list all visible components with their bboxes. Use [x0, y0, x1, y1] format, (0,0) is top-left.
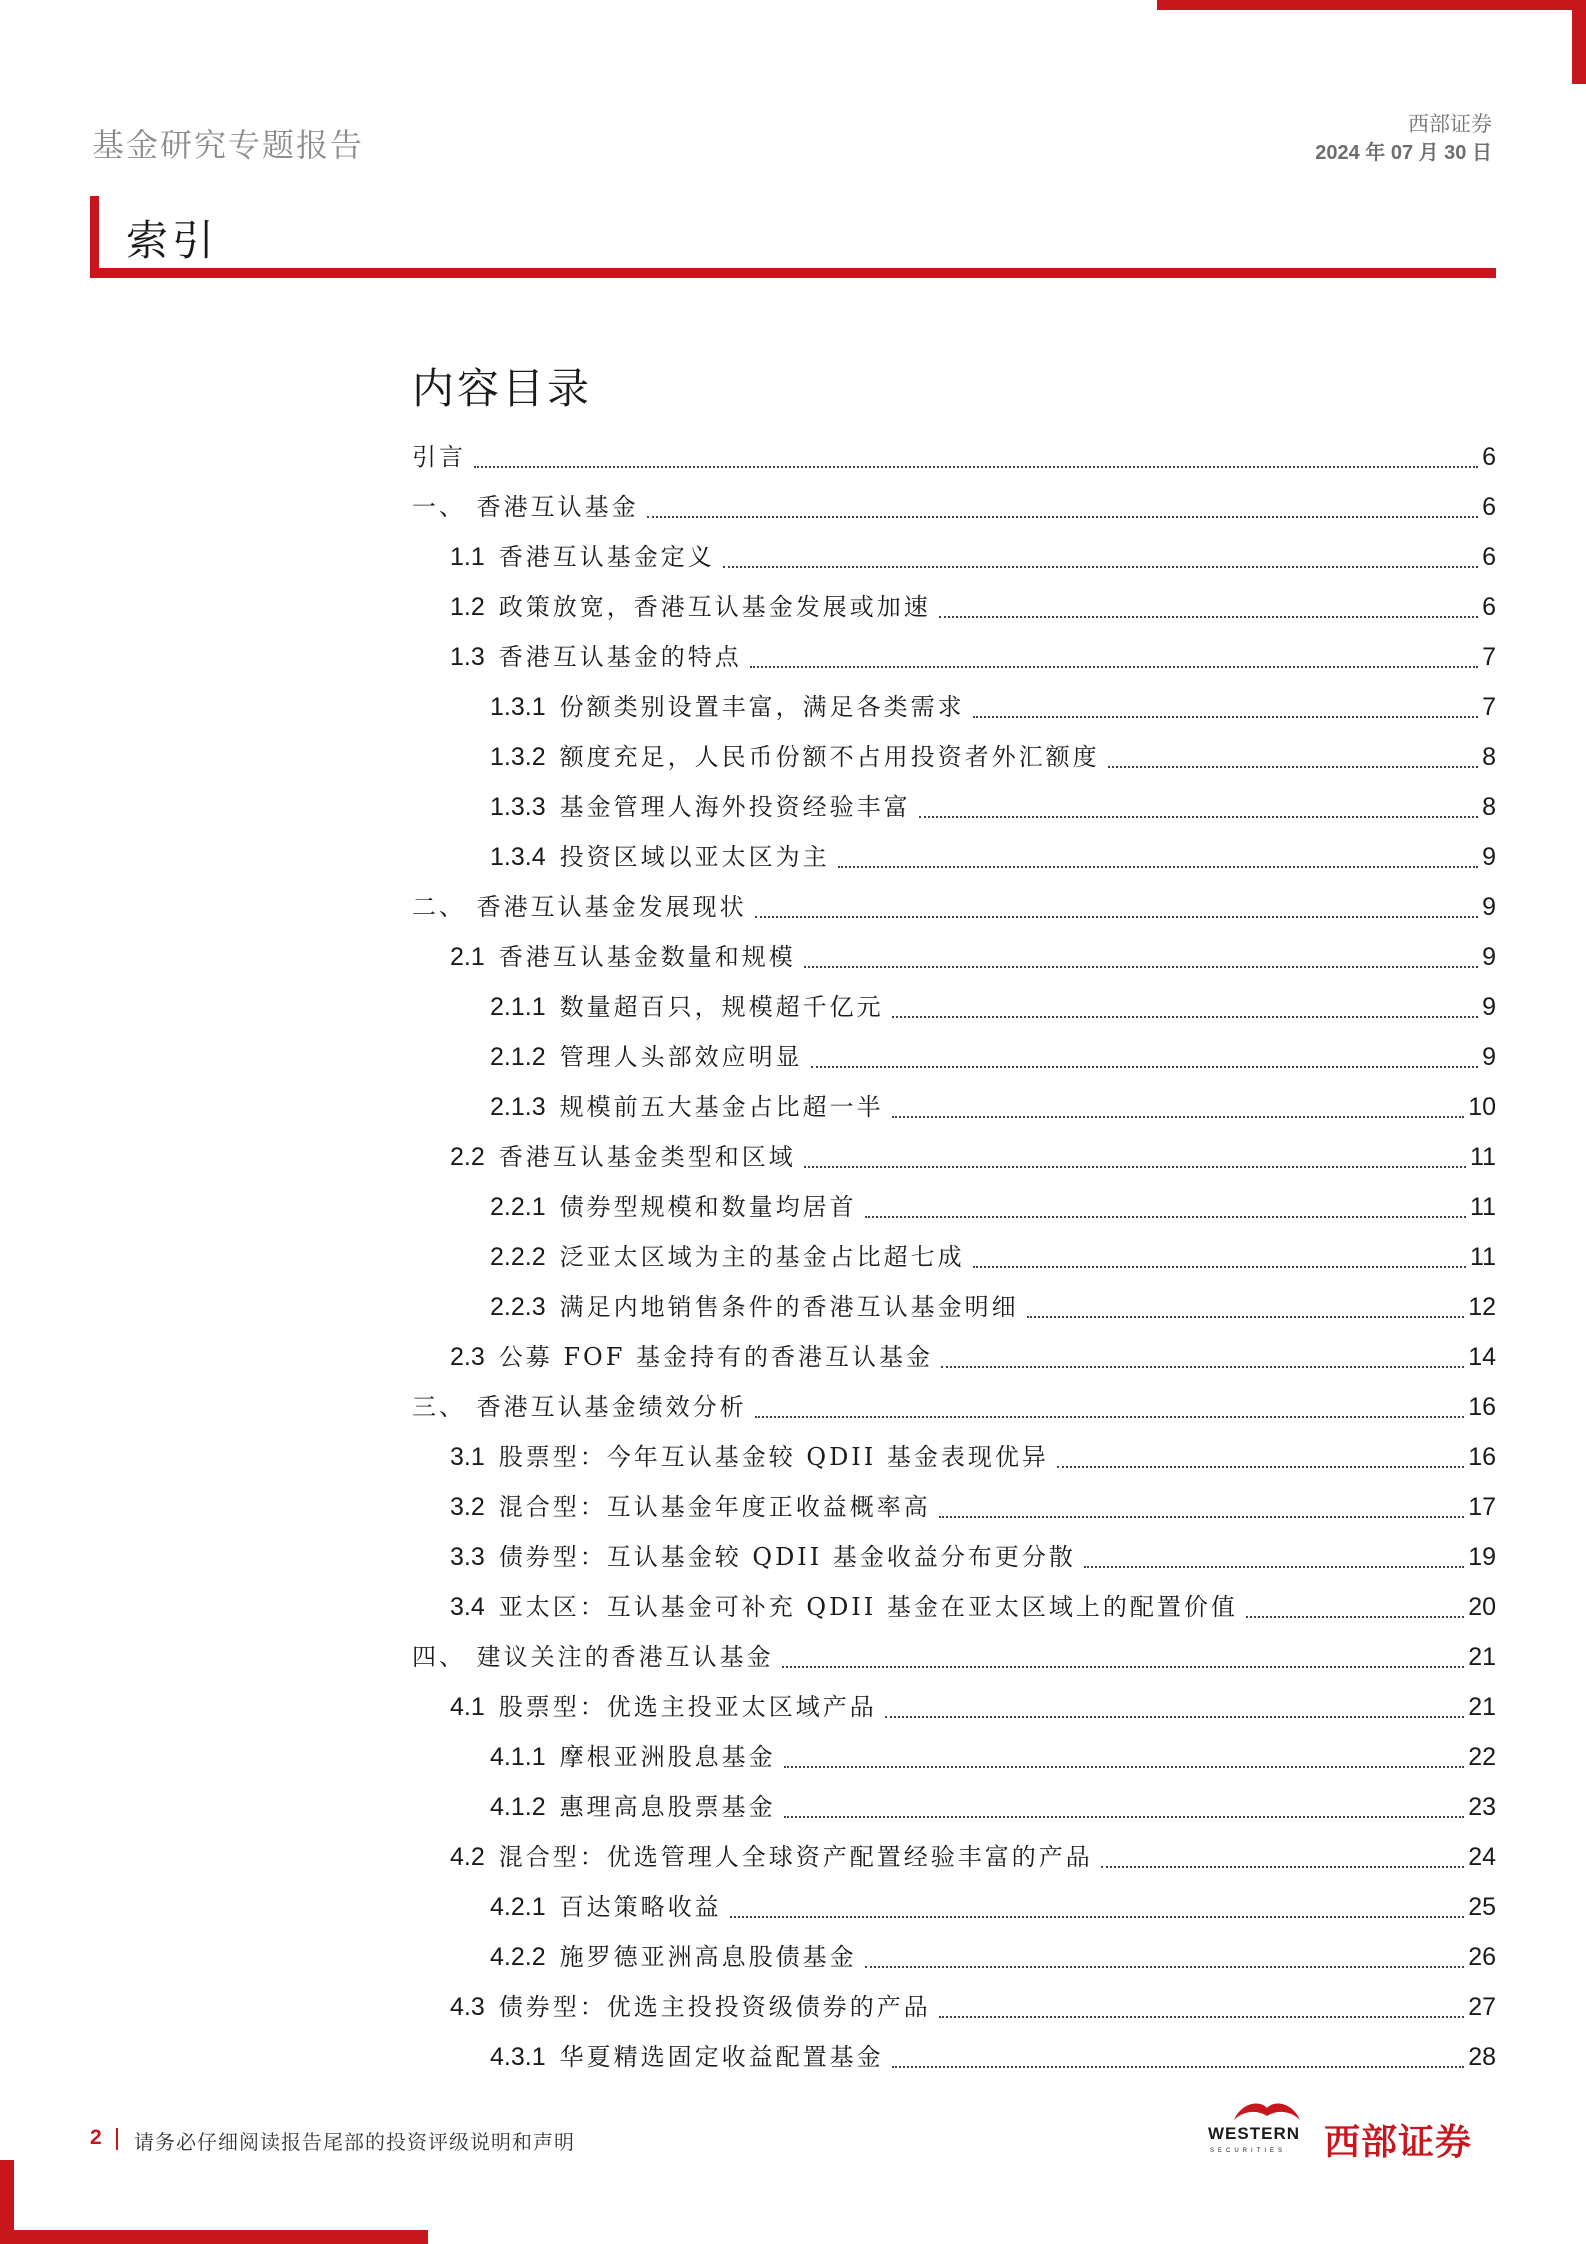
- toc-entry[interactable]: [412, 1032, 1496, 1082]
- toc-entry-title: 债券型：优选主投投资级债券的产品: [498, 1993, 931, 2021]
- toc-entry-number: 1.3.1: [490, 693, 546, 721]
- toc-dot-leader: [755, 915, 1478, 918]
- toc-entry[interactable]: [412, 932, 1496, 982]
- toc-entry[interactable]: [412, 982, 1496, 1032]
- toc-dot-leader: [892, 1115, 1465, 1118]
- toc-entry-page: 21: [1468, 1643, 1496, 1671]
- toc-entry-number: 4.2.2: [490, 1943, 546, 1971]
- toc-entry-number: 4.3: [450, 1993, 485, 2021]
- toc-entry-title: 规模前五大基金占比超一半: [559, 1093, 884, 1121]
- toc-entry[interactable]: [412, 832, 1496, 882]
- toc-dot-leader: [1101, 1865, 1464, 1868]
- toc-dot-leader: [838, 865, 1478, 868]
- toc-dot-leader: [885, 1715, 1464, 1718]
- toc-entry-page: 7: [1482, 693, 1496, 721]
- toc-entry[interactable]: [412, 1382, 1496, 1432]
- toc-entry-number: 3.4: [450, 1593, 485, 1621]
- toc-entry[interactable]: [412, 732, 1496, 782]
- toc-dot-leader: [865, 1215, 1466, 1218]
- footer-separator: [116, 2128, 118, 2150]
- toc-dot-leader: [939, 615, 1478, 618]
- toc-entry-title: 份额类别设置丰富，满足各类需求: [559, 693, 965, 721]
- toc-entry[interactable]: [412, 1482, 1496, 1532]
- toc-entry-number: 4.3.1: [490, 2043, 546, 2071]
- toc-entry-title: 数量超百只，规模超千亿元: [559, 993, 884, 1021]
- toc-entry[interactable]: [412, 1932, 1496, 1982]
- toc-entry[interactable]: [412, 1532, 1496, 1582]
- toc-entry-page: 9: [1482, 993, 1496, 1021]
- toc-entry-title: 华夏精选固定收益配置基金: [559, 2043, 884, 2071]
- toc-dot-leader: [939, 1515, 1464, 1518]
- toc-entry-title: 基金管理人海外投资经验丰富: [559, 793, 911, 821]
- toc-entry[interactable]: [412, 882, 1496, 932]
- toc-entry-title: 满足内地销售条件的香港互认基金明细: [559, 1293, 1019, 1321]
- toc-heading: 内容目录: [412, 364, 593, 413]
- toc-entry-page: 19: [1468, 1543, 1496, 1571]
- toc-entry-page: 8: [1482, 743, 1496, 771]
- toc-entry-number: 4.1: [450, 1693, 485, 1721]
- toc-entry-page: 6: [1482, 593, 1496, 621]
- toc-entry-number: 3.2: [450, 1493, 485, 1521]
- toc-dot-leader: [892, 2065, 1465, 2068]
- toc-entry-number: 4.2.1: [490, 1893, 546, 1921]
- toc-entry-number: 1.3.2: [490, 743, 546, 771]
- toc-entry-number: 2.1.2: [490, 1043, 546, 1071]
- toc-entry[interactable]: [412, 2032, 1496, 2082]
- toc-entry-page: 9: [1482, 843, 1496, 871]
- toc-entry-title: 四、 建议关注的香港互认基金: [412, 1643, 774, 1671]
- toc-entry[interactable]: [412, 532, 1496, 582]
- toc-entry-number: 2.2.1: [490, 1193, 546, 1221]
- toc-dot-leader: [784, 1815, 1465, 1818]
- toc-entry-page: 7: [1482, 643, 1496, 671]
- toc-dot-leader: [865, 1965, 1465, 1968]
- toc-entry-number: 1.1: [450, 543, 485, 571]
- logo-text-cn: 西部证券: [1324, 2122, 1473, 2163]
- toc-entry-number: 4.1.2: [490, 1793, 546, 1821]
- toc-entry-page: 28: [1468, 2043, 1496, 2071]
- toc-dot-leader: [782, 1665, 1465, 1668]
- toc-entry-page: 22: [1468, 1743, 1496, 1771]
- toc-entry[interactable]: [412, 1232, 1496, 1282]
- toc-entry[interactable]: [412, 1632, 1496, 1682]
- toc-entry[interactable]: [412, 432, 1496, 482]
- company-logo: [1208, 2098, 1498, 2168]
- toc-entry-page: 14: [1468, 1343, 1496, 1371]
- toc-dot-leader: [1027, 1315, 1465, 1318]
- toc-dot-leader: [474, 465, 1478, 468]
- toc-dot-leader: [919, 815, 1478, 818]
- toc-entry-page: 6: [1482, 443, 1496, 471]
- toc-dot-leader: [1057, 1465, 1464, 1468]
- toc-entry-number: 2.1: [450, 943, 485, 971]
- toc-entry-page: 16: [1468, 1393, 1496, 1421]
- report-date: 2024 年 07 月 30 日: [1315, 142, 1492, 164]
- section-marker: [90, 196, 99, 278]
- toc-entry[interactable]: [412, 1182, 1496, 1232]
- toc-dot-leader: [723, 565, 1478, 568]
- toc-entry-title: 惠理高息股票基金: [559, 1793, 776, 1821]
- toc-entry[interactable]: [412, 1282, 1496, 1332]
- toc-entry-title: 股票型：今年互认基金较 QDII 基金表现优异: [498, 1443, 1049, 1471]
- toc-dot-leader: [1084, 1565, 1464, 1568]
- toc-dot-leader: [804, 965, 1478, 968]
- toc-dot-leader: [941, 1365, 1464, 1368]
- toc-dot-leader: [647, 515, 1478, 518]
- toc-entry-number: 2.2.2: [490, 1243, 546, 1271]
- section-rule: [90, 268, 1496, 278]
- corner-bracket-top-vertical: [1572, 0, 1586, 84]
- company-name: 西部证券: [1408, 112, 1492, 136]
- toc-entry[interactable]: [412, 632, 1496, 682]
- toc-dot-leader: [811, 1065, 1478, 1068]
- toc-entry[interactable]: [412, 1882, 1496, 1932]
- toc-dot-leader: [755, 1415, 1465, 1418]
- toc-entry-number: 3.1: [450, 1443, 485, 1471]
- toc-entry-page: 27: [1468, 1993, 1496, 2021]
- toc-entry-title: 泛亚太区域为主的基金占比超七成: [559, 1243, 965, 1271]
- toc-entry[interactable]: [412, 1682, 1496, 1732]
- toc-entry[interactable]: [412, 582, 1496, 632]
- toc-entry-title: 香港互认基金定义: [498, 543, 715, 571]
- toc-entry[interactable]: [412, 1132, 1496, 1182]
- toc-entry-page: 25: [1468, 1893, 1496, 1921]
- toc-entry-page: 9: [1482, 893, 1496, 921]
- toc-entry-title: 债券型：互认基金较 QDII 基金收益分布更分散: [498, 1543, 1076, 1571]
- toc-entry-number: 2.1.1: [490, 993, 546, 1021]
- toc-dot-leader: [892, 1015, 1478, 1018]
- toc-entry-title: 香港互认基金数量和规模: [498, 943, 796, 971]
- toc-entry-number: 4.1.1: [490, 1743, 546, 1771]
- toc-entry-title: 亚太区：互认基金可补充 QDII 基金在亚太区域上的配置价值: [498, 1593, 1238, 1621]
- toc-entry-number: 2.2: [450, 1143, 485, 1171]
- toc-entry[interactable]: [412, 1082, 1496, 1132]
- toc-entry-page: 10: [1468, 1093, 1496, 1121]
- corner-bracket-top: [1157, 0, 1586, 10]
- toc-dot-leader: [730, 1915, 1465, 1918]
- toc-entry-number: 2.2.3: [490, 1293, 546, 1321]
- toc-entry[interactable]: [412, 782, 1496, 832]
- footer-page-number: 2: [90, 2126, 102, 2149]
- toc-dot-leader: [1246, 1615, 1464, 1618]
- toc-entry[interactable]: [412, 1432, 1496, 1482]
- toc-entry-number: 2.1.3: [490, 1093, 546, 1121]
- toc-entry-title: 股票型：优选主投亚太区域产品: [498, 1693, 877, 1721]
- corner-bracket-bottom: [0, 2230, 428, 2244]
- toc-entry[interactable]: [412, 1782, 1496, 1832]
- toc-entry-title: 百达策略收益: [559, 1893, 722, 1921]
- toc-entry-page: 8: [1482, 793, 1496, 821]
- toc-entry-title: 债券型规模和数量均居首: [559, 1193, 857, 1221]
- toc-entry-title: 政策放宽，香港互认基金发展或加速: [498, 593, 931, 621]
- toc-dot-leader: [750, 665, 1478, 668]
- toc-dot-leader: [973, 1265, 1466, 1268]
- toc-entry-title: 摩根亚洲股息基金: [559, 1743, 776, 1771]
- toc-dot-leader: [784, 1765, 1465, 1768]
- toc-entry[interactable]: [412, 1332, 1496, 1382]
- toc-entry-page: 20: [1468, 1593, 1496, 1621]
- toc-entry-page: 12: [1468, 1293, 1496, 1321]
- toc-entry-title: 引言: [412, 443, 466, 471]
- footer-disclaimer: 请务必仔细阅读报告尾部的投资评级说明和声明: [134, 2130, 575, 2154]
- toc-entry-page: 16: [1468, 1443, 1496, 1471]
- toc-entry-number: 3.3: [450, 1543, 485, 1571]
- toc-entry[interactable]: [412, 682, 1496, 732]
- toc-entry[interactable]: [412, 1582, 1496, 1632]
- toc-entry-number: 1.3: [450, 643, 485, 671]
- toc-entry-number: 1.3.4: [490, 843, 546, 871]
- toc-entry-page: 6: [1482, 543, 1496, 571]
- toc-entry-title: 管理人头部效应明显: [559, 1043, 803, 1071]
- toc-entry-number: 2.3: [450, 1343, 485, 1371]
- toc-entry-page: 11: [1470, 1143, 1496, 1171]
- toc-entry[interactable]: [412, 1732, 1496, 1782]
- toc-dot-leader: [973, 715, 1478, 718]
- section-title: 索引: [126, 216, 219, 265]
- toc-entry-title: 一、 香港互认基金: [412, 493, 639, 521]
- toc-entry-page: 9: [1482, 943, 1496, 971]
- toc-entry-title: 投资区域以亚太区为主: [559, 843, 830, 871]
- toc-entry[interactable]: [412, 1832, 1496, 1882]
- bull-horns-icon: [1232, 2098, 1302, 2124]
- toc-entry-number: 1.2: [450, 593, 485, 621]
- toc-entry-title: 二、 香港互认基金发展现状: [412, 893, 747, 921]
- toc-entry-number: 4.2: [450, 1843, 485, 1871]
- toc-entry-title: 混合型：互认基金年度正收益概率高: [498, 1493, 931, 1521]
- toc-entry-number: 1.3.3: [490, 793, 546, 821]
- toc-entry-page: 21: [1468, 1693, 1496, 1721]
- toc-entry-page: 11: [1470, 1243, 1496, 1271]
- toc-entry-title: 施罗德亚洲高息股债基金: [559, 1943, 857, 1971]
- logo-text-en-sub: SECURITIES: [1210, 2148, 1287, 2154]
- toc-dot-leader: [939, 2015, 1464, 2018]
- logo-text-en: WESTERN: [1208, 2124, 1300, 2143]
- toc-entry-page: 26: [1468, 1943, 1496, 1971]
- toc-entry-page: 6: [1482, 493, 1496, 521]
- toc-dot-leader: [1108, 765, 1478, 768]
- toc-entry-title: 混合型：优选管理人全球资产配置经验丰富的产品: [498, 1843, 1093, 1871]
- toc-entry[interactable]: [412, 482, 1496, 532]
- table-of-contents: [412, 432, 1496, 2082]
- toc-entry-page: 23: [1468, 1793, 1496, 1821]
- toc-entry-title: 香港互认基金的特点: [498, 643, 742, 671]
- toc-entry-page: 9: [1482, 1043, 1496, 1071]
- toc-entry-title: 额度充足，人民币份额不占用投资者外汇额度: [559, 743, 1100, 771]
- toc-entry-title: 香港互认基金类型和区域: [498, 1143, 796, 1171]
- report-type: 基金研究专题报告: [92, 126, 365, 164]
- toc-entry-page: 24: [1468, 1843, 1496, 1871]
- toc-entry-title: 公募 FOF 基金持有的香港互认基金: [498, 1343, 934, 1371]
- toc-entry[interactable]: [412, 1982, 1496, 2032]
- toc-entry-page: 17: [1468, 1493, 1496, 1521]
- toc-entry-page: 11: [1470, 1193, 1496, 1221]
- toc-entry-title: 三、 香港互认基金绩效分析: [412, 1393, 747, 1421]
- toc-dot-leader: [804, 1165, 1466, 1168]
